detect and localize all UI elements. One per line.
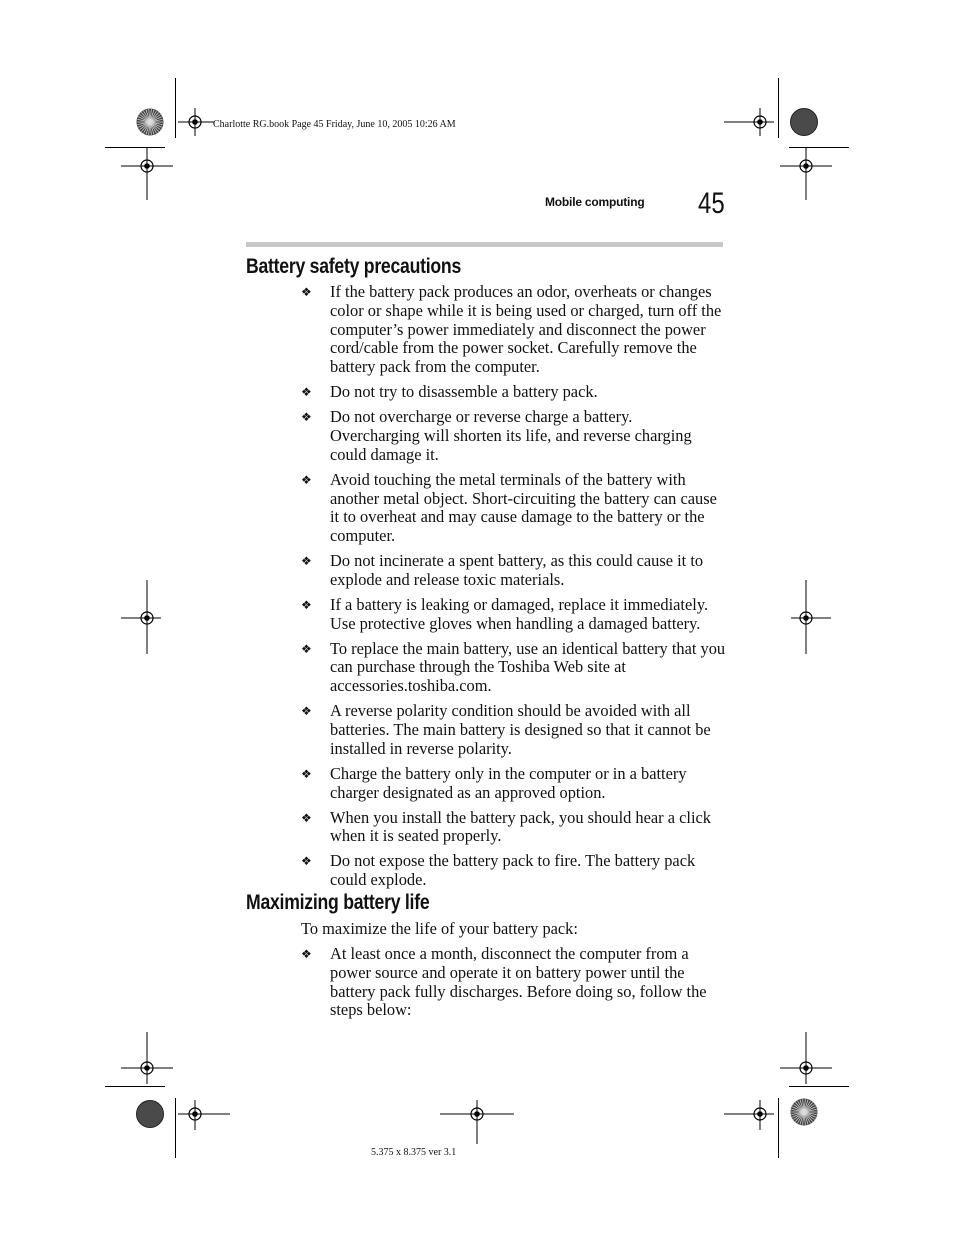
registration-crosshair-icon (724, 108, 774, 136)
diamond-bullet-icon: ❖ (301, 641, 312, 656)
crop-mark (105, 1086, 165, 1087)
list-item (301, 945, 726, 1020)
diamond-bullet-icon: ❖ (301, 704, 312, 719)
dark-circle-target-icon (136, 1100, 164, 1128)
diamond-bullet-icon: ❖ (301, 554, 312, 569)
crop-mark (778, 78, 779, 138)
registration-crosshair-icon (791, 580, 831, 654)
section-heading: Battery safety precautions (246, 255, 462, 278)
crop-mark (175, 1098, 176, 1158)
file-info-slug: Charlotte RG.book Page 45 Friday, June 10, 2005 10:26 AM (213, 119, 456, 130)
registration-crosshair-icon (724, 1100, 774, 1130)
crop-mark (175, 78, 176, 138)
starburst-target-icon (790, 1098, 818, 1126)
intro-paragraph: To maximize the life of your battery pack: (301, 919, 578, 938)
list-item-text: Do not incinerate a spent battery, as this could cause it to explode and release toxic materials. (330, 551, 704, 589)
list-item-text: Do not overcharge or reverse charge a battery. Overcharging will shorten its life, and reverse charging could damage it. (330, 407, 692, 464)
list-item (301, 408, 726, 464)
list-item (301, 552, 726, 590)
section-heading: Maximizing battery life (246, 891, 430, 914)
diamond-bullet-icon: ❖ (301, 597, 312, 612)
crop-mark (778, 1098, 779, 1158)
registration-crosshair-icon (178, 1100, 230, 1130)
list-item-text: If the battery pack produces an odor, overheats or changes color or shape while it is being used or charged, turn off the computer’s power immediately and disconnect the power cord/cable from the power socket. Carefully remove the battery pack from the computer. (330, 282, 722, 377)
list-item (301, 471, 726, 546)
list-item-text: Do not expose the battery pack to fire. The battery pack could explode. (330, 851, 696, 890)
registration-crosshair-icon (780, 1032, 832, 1084)
registration-crosshair-icon (440, 1100, 514, 1144)
list-item-text: At least once a month, disconnect the computer from a power source and operate it on battery power until the battery pack fully discharges. Before doing so, follow the steps below: (330, 944, 707, 1020)
list-item (301, 596, 726, 634)
bullet-list (301, 283, 726, 896)
crop-mark (789, 1086, 849, 1087)
section-rule (246, 242, 723, 247)
list-item (301, 765, 726, 803)
diamond-bullet-icon: ❖ (301, 766, 312, 781)
list-item-text: If a battery is leaking or damaged, replace it immediately. Use protective gloves when handling a damaged battery. (330, 594, 709, 633)
registration-crosshair-icon (178, 108, 214, 136)
list-item-text: Charge the battery only in the computer or in a battery charger designated as an approved option. (330, 763, 687, 802)
diamond-bullet-icon: ❖ (301, 810, 312, 825)
registration-crosshair-icon (121, 580, 161, 654)
diamond-bullet-icon: ❖ (301, 410, 312, 425)
registration-crosshair-icon (780, 148, 832, 200)
diamond-bullet-icon: ❖ (301, 472, 312, 487)
registration-crosshair-icon (121, 1032, 173, 1084)
starburst-target-icon (136, 108, 164, 136)
list-item (301, 383, 726, 402)
diamond-bullet-icon: ❖ (301, 385, 312, 400)
list-item-text: To replace the main battery, use an identical battery that you can purchase through the Toshiba Web site at accessories.toshiba.com. (330, 638, 726, 696)
running-head: Mobile computing (545, 195, 645, 209)
list-item (301, 640, 726, 696)
registration-crosshair-icon (121, 148, 173, 200)
diamond-bullet-icon: ❖ (301, 854, 312, 869)
bullet-list (301, 945, 726, 1026)
list-item-text: Avoid touching the metal terminals of the battery with another metal object. Short-circuiting the battery can cause it to overheat and may cause damage to the battery or the computer. (330, 469, 717, 546)
list-item (301, 852, 726, 890)
list-item-text: When you install the battery pack, you should hear a click when it is seated properly. (330, 807, 711, 846)
page-number: 45 (698, 187, 725, 220)
list-item-text: Do not try to disassemble a battery pack. (330, 382, 598, 402)
trim-size-info: 5.375 x 8.375 ver 3.1 (371, 1147, 457, 1158)
diamond-bullet-icon: ❖ (301, 947, 312, 961)
list-item-text: A reverse polarity condition should be avoided with all batteries. The main battery is designed so that it cannot be installed in reverse polarity. (330, 701, 711, 758)
list-item (301, 283, 726, 377)
dark-circle-target-icon (790, 108, 818, 136)
diamond-bullet-icon: ❖ (301, 285, 312, 299)
list-item (301, 809, 726, 847)
list-item (301, 702, 726, 758)
